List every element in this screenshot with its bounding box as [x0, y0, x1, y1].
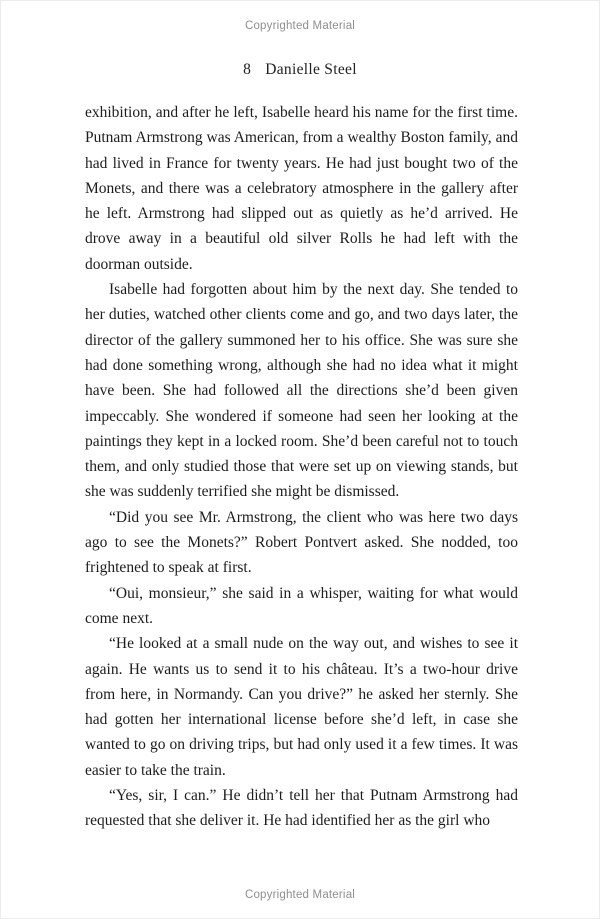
paragraph: Isabelle had forgotten about him by the next day. She tended to her duties, watched other clients come and go, and two days later, the director of the gallery summoned her to his office. She was sure she had done something wrong, although she had no idea what it might have been. She had followed all the directions she’d been given impeccably. She wondered if someone had seen her looking at the paintings they kept in a locked room. She’d been careful not to touch them, and only studied those that were set up on viewing stands, but she was suddenly terrified she might be dismissed.	[85, 281, 518, 501]
paragraph: “Yes, sir, I can.” He didn’t tell her that Putnam Armstrong had requested that she deliver it. He had identified her as the girl who	[85, 787, 518, 830]
page-number: 8	[243, 61, 252, 78]
paragraph: exhibition, and after he left, Isabelle heard his name for the first time. Putnam Armstrong was American, from a wealthy Boston family, and had lived in France for twenty years. He had just bought two of the Monets, and there was a celebratory atmosphere in the gallery after he left. Armstrong had slipped out as quietly as he’d arrived. He drove away in a beautiful old silver Rolls he had left with the doorman outside.	[85, 104, 518, 273]
running-header	[1, 61, 599, 79]
paragraph: “Did you see Mr. Armstrong, the client who was here two days ago to see the Monets?” Robert Pontvert asked. She nodded, too frightened to speak at first.	[85, 508, 518, 577]
copyright-notice-top: Copyrighted Material	[244, 20, 356, 32]
paragraph: “He looked at a small nude on the way out, and wishes to see it again. He wants us to send it to his château. It’s a two-hour drive from here, in Normandy. Can you drive?” he asked her sternly. She had gotten her international license before she’d left, in case she wanted to go on driving trips, but had only used it a few times. It was easier to take the train.	[85, 635, 518, 779]
paragraph: “Oui, monsieur,” she said in a whisper, waiting for what would come next.	[85, 584, 518, 627]
copyright-notice-bottom: Copyrighted Material	[244, 889, 356, 901]
author-name: Danielle Steel	[265, 61, 357, 78]
body-text	[85, 100, 518, 834]
